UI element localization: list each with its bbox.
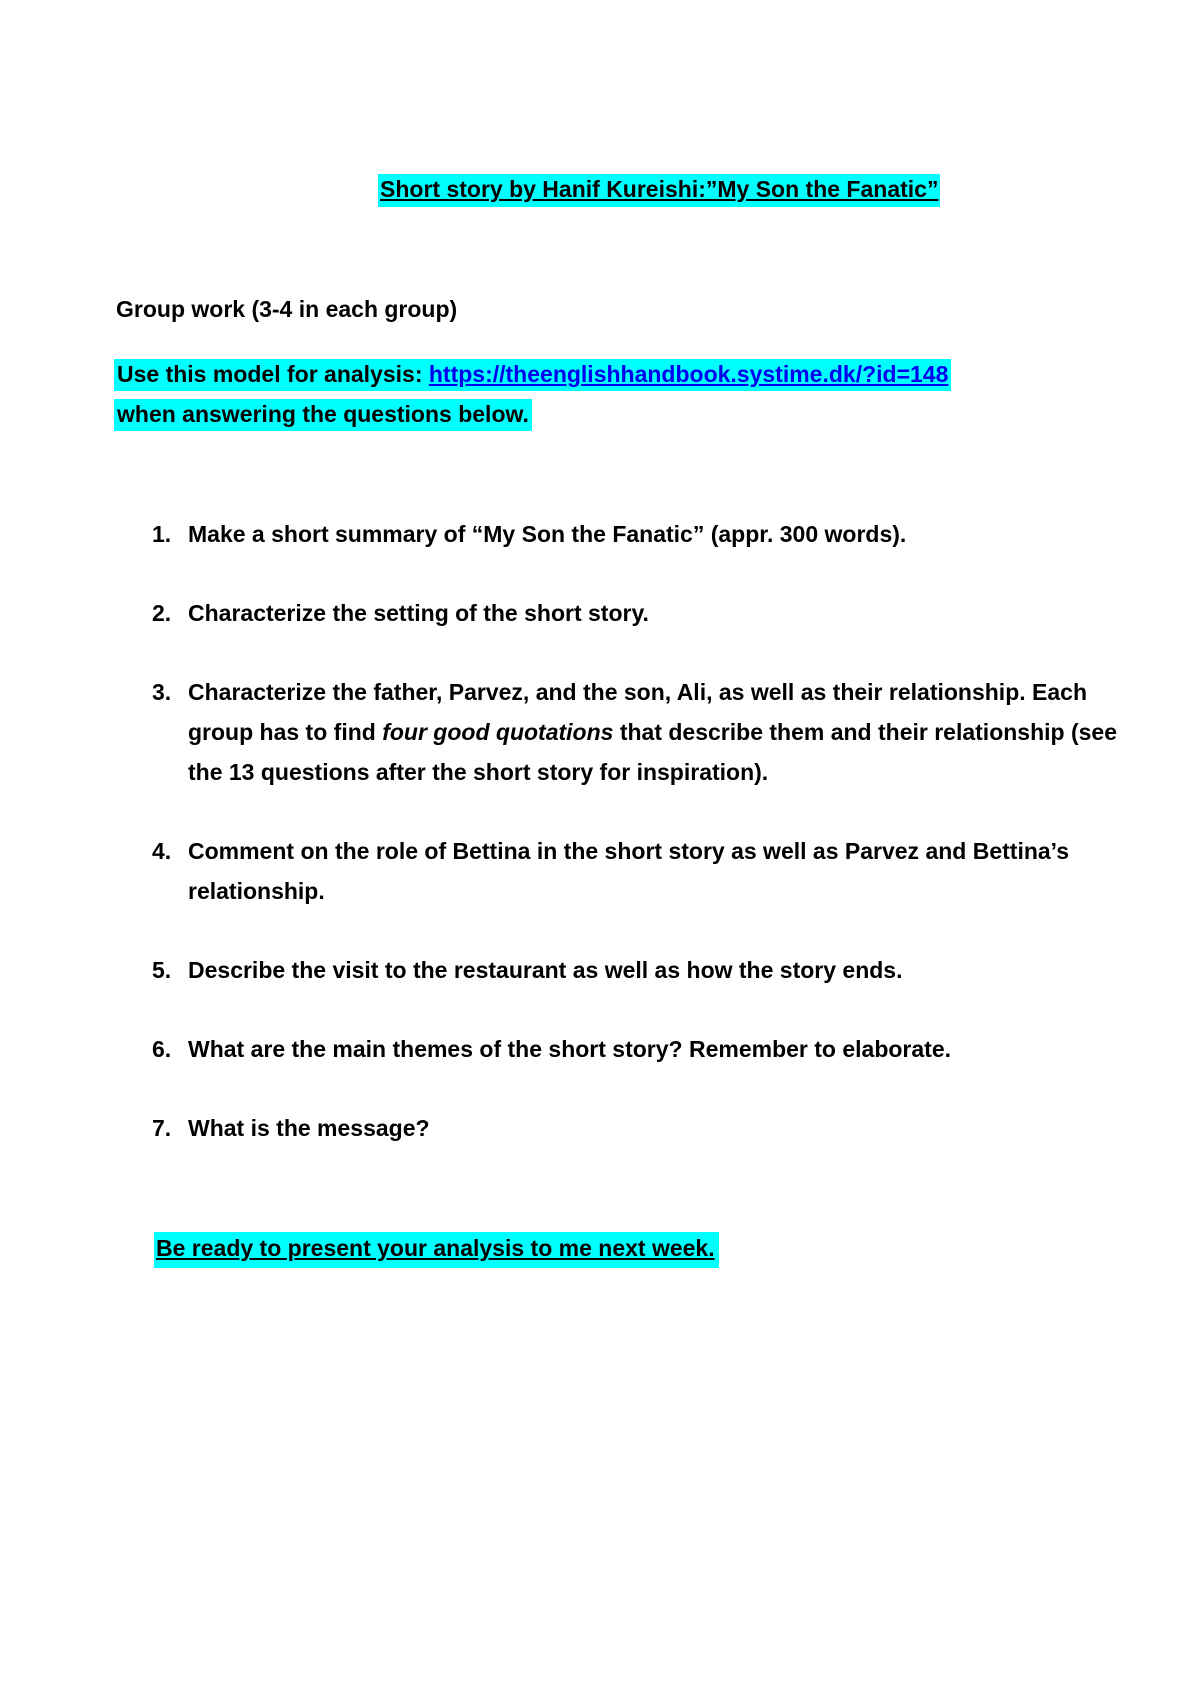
model-line-1 [114, 359, 951, 391]
question-emphasis: four good quotations [382, 719, 614, 745]
question-list [140, 514, 1120, 1187]
question-item [140, 831, 1120, 911]
group-work-note: Group work (3-4 in each group) [116, 296, 458, 322]
question-number: 6. [152, 1036, 172, 1062]
question-text-end: that describe them and their relationship (see the 13 questions after the short story for inspiration). [188, 719, 1118, 785]
question-number: 2. [152, 600, 172, 626]
question-number: 4. [152, 838, 172, 864]
question-number: 1. [152, 521, 172, 547]
question-item [140, 672, 1120, 792]
analysis-model-note [114, 354, 951, 434]
question-item [140, 1029, 1120, 1069]
question-item [140, 514, 1120, 554]
question-text-start: Characterize the father, Parvez, and the son, Ali, as well as their relationship. Each group has to find [188, 679, 1087, 745]
question-text: Describe the visit to the restaurant as well as how the story ends. [188, 957, 903, 983]
question-text: Characterize the setting of the short story. [188, 600, 649, 626]
question-text: Make a short summary of “My Son the Fanatic” (appr. 300 words). [188, 521, 907, 547]
question-number: 3. [152, 679, 172, 705]
closing-note: Be ready to present your analysis to me next week. [154, 1232, 719, 1268]
question-item [140, 950, 1120, 990]
question-text: Comment on the role of Bettina in the short story as well as Parvez and Bettina’s relationship. [188, 838, 1069, 904]
analysis-model-link[interactable]: https://theenglishhandbook.systime.dk/?id=148 [428, 361, 949, 387]
model-prefix: Use this model for analysis: [117, 361, 429, 387]
question-number: 7. [152, 1115, 172, 1141]
document-title: Short story by Hanif Kureishi:”My Son the Fanatic” [378, 174, 940, 207]
question-item [140, 593, 1120, 633]
question-text: What are the main themes of the short story? Remember to elaborate. [188, 1036, 951, 1062]
question-number: 5. [152, 957, 172, 983]
question-text: What is the message? [188, 1115, 430, 1141]
model-suffix: when answering the questions below. [114, 399, 532, 431]
question-item [140, 1108, 1120, 1148]
